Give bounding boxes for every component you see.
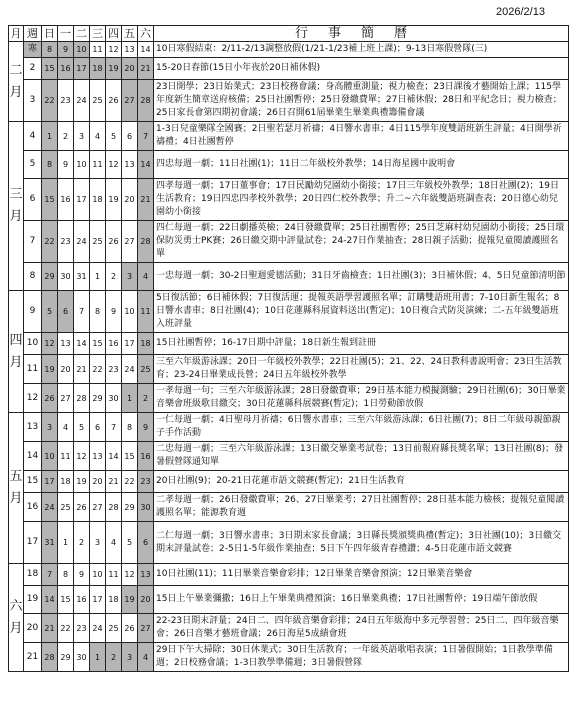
day-cell: 25 — [90, 221, 106, 263]
events-cell: 三至六年級游泳課；20日一年級校外教學；22日社團(5)；21、22、24日教科書說明會；23日生活教育；23-24日畢業成長營；24日五年級校外教學 — [154, 355, 569, 384]
events-cell: 二忠每週一劇；三至六年級游泳課；13日繳交畢業考試卷；13日前報府縣長獎名單；13日社團(8)；發暑假營隊通知單 — [154, 442, 569, 471]
day-cell: 6 — [90, 413, 106, 442]
events-cell: 5日復活節；6日補休假；7日復活運；提報英語學習護照名單；訂購雙語班用書；7-10日新生報名；8日響水書車；8日社團(4)；10日花蓮縣科展資料送出(暫定)；10日複合式防災演練；二-五年級雙語班入班評量 — [154, 291, 569, 333]
day-cell: 1 — [42, 122, 58, 151]
day-cell: 14 — [106, 442, 122, 471]
day-cell: 8 — [42, 151, 58, 179]
day-cell: 29 — [90, 384, 106, 413]
day-cell: 4 — [138, 263, 154, 291]
day-cell: 25 — [138, 355, 154, 384]
day-cell: 11 — [90, 151, 106, 179]
day-cell: 17 — [122, 333, 138, 355]
month-cell-jun: 六月 — [9, 564, 24, 672]
week-cell: 21 — [24, 643, 42, 672]
day-cell: 27 — [90, 493, 106, 522]
day-cell: 13 — [122, 42, 138, 58]
day-cell: 10 — [42, 442, 58, 471]
day-cell: 21 — [138, 179, 154, 221]
col-events: 行事簡曆 — [154, 26, 569, 42]
day-cell: 5 — [42, 291, 58, 333]
day-cell: 30 — [74, 643, 90, 672]
day-cell: 27 — [122, 80, 138, 122]
events-cell: 四孝每週一劇；17日董事會；17日民勵幼兒園幼小銜接；17日三年級校外教學；18日社團(2)；19日生活教育；19日四忠四孝校外教學；20日四仁校外教學；升二~六年級雙語班調查表；20日德心幼兒園幼小銜接 — [154, 179, 569, 221]
table-row — [9, 179, 569, 221]
events-cell: 10日社團(11)；11日畢業音樂會彩排；12日畢業音樂會預演；12日畢業音樂會 — [154, 564, 569, 586]
col-mon: 一 — [58, 26, 74, 42]
table-row — [9, 643, 569, 672]
events-cell: 一忠每週一劇；30-2日聖週愛德活動；31日牙齒檢查；1日社團(3)；3日補休假；4、5日兒童節清明節 — [154, 263, 569, 291]
day-cell: 9 — [58, 42, 74, 58]
day-cell: 6 — [122, 122, 138, 151]
day-cell: 16 — [74, 586, 90, 614]
week-cell: 12 — [24, 384, 42, 413]
events-cell: 一仁每週一劇；4日聖母月祈禱；6日響水書車；三至六年級游泳課；6日社團(7)；8日二年級母親節親子手作活動 — [154, 413, 569, 442]
events-cell: 15-20日春節(15日小年夜於20日補休假) — [154, 58, 569, 80]
table-row — [9, 493, 569, 522]
day-cell: 12 — [74, 442, 90, 471]
day-cell: 4 — [90, 122, 106, 151]
events-cell: 1-3日兒童樂隊全國賽；2日聖若瑟月祈禱；4日響水書車；4日115學年度雙語班新生評量；4日開學祈禱禮；4日社團暫停 — [154, 122, 569, 151]
day-cell: 12 — [42, 333, 58, 355]
day-cell: 5 — [122, 522, 138, 564]
col-tue: 二 — [74, 26, 90, 42]
week-cell: 8 — [24, 263, 42, 291]
day-cell: 3 — [42, 413, 58, 442]
day-cell: 20 — [122, 58, 138, 80]
day-cell: 27 — [122, 221, 138, 263]
events-cell: 10日寒假結束：2/11-2/13調整放假(1/21-1/23補上班上課)；9-13日寒假營隊(三) — [154, 42, 569, 58]
day-cell: 15 — [122, 442, 138, 471]
day-cell: 31 — [42, 522, 58, 564]
day-cell: 23 — [74, 614, 90, 643]
week-cell: 2 — [24, 58, 42, 80]
day-cell: 6 — [138, 522, 154, 564]
day-cell: 3 — [122, 643, 138, 672]
day-cell: 28 — [74, 384, 90, 413]
day-cell: 3 — [74, 122, 90, 151]
day-cell: 16 — [138, 442, 154, 471]
day-cell: 23 — [106, 355, 122, 384]
day-cell: 2 — [106, 643, 122, 672]
week-cell: 15 — [24, 471, 42, 493]
day-cell: 12 — [122, 564, 138, 586]
day-cell: 9 — [138, 413, 154, 442]
day-cell: 29 — [58, 643, 74, 672]
table-row — [9, 522, 569, 564]
day-cell: 19 — [106, 58, 122, 80]
day-cell: 1 — [122, 384, 138, 413]
month-cell-apr: 四月 — [9, 291, 24, 413]
day-cell: 24 — [90, 614, 106, 643]
day-cell: 3 — [90, 522, 106, 564]
events-cell: 29日下午大掃除；30日休業式；30日生活教育；一年級英語歌唱表演；1日暑假開始；1日教學準備週；2日校務會議；1-3日教學準備週；3日暑假營隊 — [154, 643, 569, 672]
day-cell: 5 — [74, 413, 90, 442]
day-cell: 6 — [58, 291, 74, 333]
header-row — [9, 26, 569, 42]
col-sat: 六 — [138, 26, 154, 42]
school-calendar-table — [8, 25, 569, 672]
day-cell: 22 — [122, 471, 138, 493]
table-row — [9, 80, 569, 122]
table-row — [9, 221, 569, 263]
col-sun: 日 — [42, 26, 58, 42]
day-cell: 1 — [90, 643, 106, 672]
day-cell: 23 — [58, 221, 74, 263]
day-cell: 14 — [138, 151, 154, 179]
table-row — [9, 151, 569, 179]
col-fri: 五 — [122, 26, 138, 42]
day-cell: 5 — [106, 122, 122, 151]
table-row — [9, 355, 569, 384]
day-cell: 28 — [42, 643, 58, 672]
day-cell: 25 — [58, 493, 74, 522]
events-cell: 20日社團(9)；20-21日花蓮市語文競賽(暫定)；21日生活教育 — [154, 471, 569, 493]
events-cell: 四仁每週一劇；22日劇播英檢；24日發繳費單；25日社團暫停；25日芝麻村幼兒園幼小銜接；25日環保防災勇士PK賽；26日繳交期中評量試卷；24-27日作業抽查；28日親子活動；提報兒童閱讀護照名單 — [154, 221, 569, 263]
day-cell: 23 — [58, 80, 74, 122]
day-cell: 22 — [42, 221, 58, 263]
week-cell: 14 — [24, 442, 42, 471]
month-cell-may: 五月 — [9, 413, 24, 564]
day-cell: 13 — [122, 151, 138, 179]
day-cell: 2 — [74, 522, 90, 564]
day-cell: 7 — [138, 122, 154, 151]
day-cell: 2 — [138, 384, 154, 413]
table-row — [9, 291, 569, 333]
day-cell: 7 — [106, 413, 122, 442]
day-cell: 16 — [106, 333, 122, 355]
col-thu: 四 — [106, 26, 122, 42]
day-cell: 14 — [74, 333, 90, 355]
day-cell: 3 — [122, 263, 138, 291]
day-cell: 20 — [138, 586, 154, 614]
day-cell: 18 — [106, 586, 122, 614]
week-cell: 20 — [24, 614, 42, 643]
events-cell: 15日上午畢業彌撒；16日上午畢業典禮預演；16日畢業典禮；17日社團暫停；19日端午節放假 — [154, 586, 569, 614]
day-cell: 4 — [106, 522, 122, 564]
day-cell: 20 — [122, 179, 138, 221]
day-cell: 24 — [74, 221, 90, 263]
week-cell: 10 — [24, 333, 42, 355]
day-cell: 29 — [122, 493, 138, 522]
day-cell: 19 — [106, 179, 122, 221]
events-cell: 二孝每週一劇；26日發繳費單；26、27日畢業考；27日社團暫停；28日基本能力檢核；提報兒童閱讀護照名單；能源教育週 — [154, 493, 569, 522]
day-cell: 11 — [106, 564, 122, 586]
day-cell: 9 — [74, 564, 90, 586]
day-cell: 25 — [106, 614, 122, 643]
week-cell: 18 — [24, 564, 42, 586]
table-row — [9, 586, 569, 614]
day-cell: 11 — [90, 42, 106, 58]
day-cell: 21 — [42, 614, 58, 643]
week-cell: 16 — [24, 493, 42, 522]
day-cell: 13 — [90, 442, 106, 471]
day-cell: 16 — [58, 179, 74, 221]
week-cell: 13 — [24, 413, 42, 442]
day-cell: 14 — [42, 586, 58, 614]
day-cell: 18 — [138, 333, 154, 355]
day-cell: 31 — [74, 263, 90, 291]
table-row — [9, 122, 569, 151]
day-cell: 24 — [122, 355, 138, 384]
week-cell: 寒 — [24, 42, 42, 58]
day-cell: 26 — [122, 614, 138, 643]
day-cell: 16 — [58, 58, 74, 80]
day-cell: 22 — [90, 355, 106, 384]
day-cell: 24 — [74, 80, 90, 122]
day-cell: 13 — [138, 564, 154, 586]
day-cell: 29 — [42, 263, 58, 291]
day-cell: 8 — [58, 564, 74, 586]
day-cell: 26 — [74, 493, 90, 522]
day-cell: 30 — [58, 263, 74, 291]
month-cell-feb: 二月 — [9, 42, 24, 122]
print-date: 2026/2/13 — [496, 6, 545, 18]
day-cell: 25 — [90, 80, 106, 122]
day-cell: 10 — [74, 151, 90, 179]
day-cell: 15 — [90, 333, 106, 355]
day-cell: 27 — [58, 384, 74, 413]
day-cell: 30 — [106, 384, 122, 413]
day-cell: 19 — [74, 471, 90, 493]
day-cell: 8 — [42, 42, 58, 58]
day-cell: 9 — [106, 291, 122, 333]
day-cell: 26 — [42, 384, 58, 413]
table-row — [9, 471, 569, 493]
week-cell: 3 — [24, 80, 42, 122]
table-row — [9, 564, 569, 586]
col-month: 月 — [10, 27, 22, 40]
day-cell: 28 — [138, 80, 154, 122]
events-cell: 一孝每週一句；三至六年級游泳課；28日發繳費單；29日基本能力模擬測驗；29日社團(6)；30日畢業音樂會班級歌目繳交；30日花蓮縣科展競賽(暫定)；1日勞動節放假 — [154, 384, 569, 413]
day-cell: 12 — [106, 151, 122, 179]
day-cell: 17 — [74, 179, 90, 221]
day-cell: 18 — [90, 58, 106, 80]
table-row — [9, 42, 569, 58]
day-cell: 10 — [90, 564, 106, 586]
day-cell: 2 — [106, 263, 122, 291]
day-cell: 23 — [138, 471, 154, 493]
col-week: 週 — [24, 26, 42, 42]
day-cell: 20 — [58, 355, 74, 384]
week-cell: 9 — [24, 291, 42, 333]
day-cell: 7 — [74, 291, 90, 333]
day-cell: 26 — [106, 221, 122, 263]
day-cell: 27 — [138, 614, 154, 643]
week-cell: 19 — [24, 586, 42, 614]
day-cell: 17 — [90, 586, 106, 614]
table-row — [9, 58, 569, 80]
day-cell: 15 — [58, 586, 74, 614]
day-cell: 8 — [122, 413, 138, 442]
day-cell: 19 — [42, 355, 58, 384]
week-cell: 7 — [24, 221, 42, 263]
week-cell: 11 — [24, 355, 42, 384]
day-cell: 12 — [106, 42, 122, 58]
col-wed: 三 — [90, 26, 106, 42]
week-cell: 17 — [24, 522, 42, 564]
table-row — [9, 413, 569, 442]
week-cell: 6 — [24, 179, 42, 221]
day-cell: 18 — [90, 179, 106, 221]
day-cell: 26 — [106, 80, 122, 122]
day-cell: 22 — [42, 80, 58, 122]
day-cell: 8 — [90, 291, 106, 333]
day-cell: 7 — [42, 564, 58, 586]
week-cell: 4 — [24, 122, 42, 151]
day-cell: 22 — [58, 614, 74, 643]
day-cell: 24 — [42, 493, 58, 522]
day-cell: 28 — [106, 493, 122, 522]
day-cell: 21 — [138, 58, 154, 80]
table-row — [9, 384, 569, 413]
day-cell: 20 — [90, 471, 106, 493]
day-cell: 11 — [58, 442, 74, 471]
day-cell: 21 — [106, 471, 122, 493]
day-cell: 14 — [138, 42, 154, 58]
table-row — [9, 614, 569, 643]
day-cell: 15 — [42, 58, 58, 80]
month-cell-mar: 三月 — [9, 122, 24, 291]
events-cell: 二仁每週一劇；3日響水書車；3日期末家長會議；3日縣長獎頒獎典禮(暫定)；3日社團(10)；3日繳交期末評量試卷；2-5日1-5年級作業抽查；5日下午四年級青春禮讚；4-5日花蓮市語文競賽 — [154, 522, 569, 564]
day-cell: 15 — [42, 179, 58, 221]
day-cell: 11 — [138, 291, 154, 333]
table-row — [9, 442, 569, 471]
day-cell: 1 — [58, 522, 74, 564]
day-cell: 4 — [138, 643, 154, 672]
week-cell: 5 — [24, 151, 42, 179]
day-cell: 10 — [122, 291, 138, 333]
events-cell: 四忠每週一劇；11日社團(1)；11日二年級校外教學；14日海星國中說明會 — [154, 151, 569, 179]
day-cell: 1 — [90, 263, 106, 291]
day-cell: 4 — [58, 413, 74, 442]
events-cell: 23日開學；23日始業式；23日校務會議；身高體重測量；視力檢查；23日課後才藝開始上課；115學年度新生簡章送府核備；25日社團暫停；25日發繳費單；27日補休假；28日和平紀念日；視力檢查；25日家長會第四期初會議；26日召開61屆畢業生畢業典禮籌備會議 — [154, 80, 569, 122]
day-cell: 28 — [138, 221, 154, 263]
day-cell: 17 — [74, 58, 90, 80]
day-cell: 18 — [58, 471, 74, 493]
day-cell: 19 — [122, 586, 138, 614]
events-cell: 15日社團暫停；16-17日期中評量；18日新生報到註冊 — [154, 333, 569, 355]
day-cell: 13 — [58, 333, 74, 355]
table-row — [9, 263, 569, 291]
day-cell: 17 — [42, 471, 58, 493]
day-cell: 9 — [58, 151, 74, 179]
day-cell: 10 — [74, 42, 90, 58]
table-row — [9, 333, 569, 355]
events-cell: 22-23日期末評量；24日二、四年級音樂會彩排；24日五年級海中多元學習營；25日二、四年級音樂會；26日音樂才藝班會議；26日海星5成績會班 — [154, 614, 569, 643]
day-cell: 21 — [74, 355, 90, 384]
day-cell: 2 — [58, 122, 74, 151]
day-cell: 30 — [138, 493, 154, 522]
